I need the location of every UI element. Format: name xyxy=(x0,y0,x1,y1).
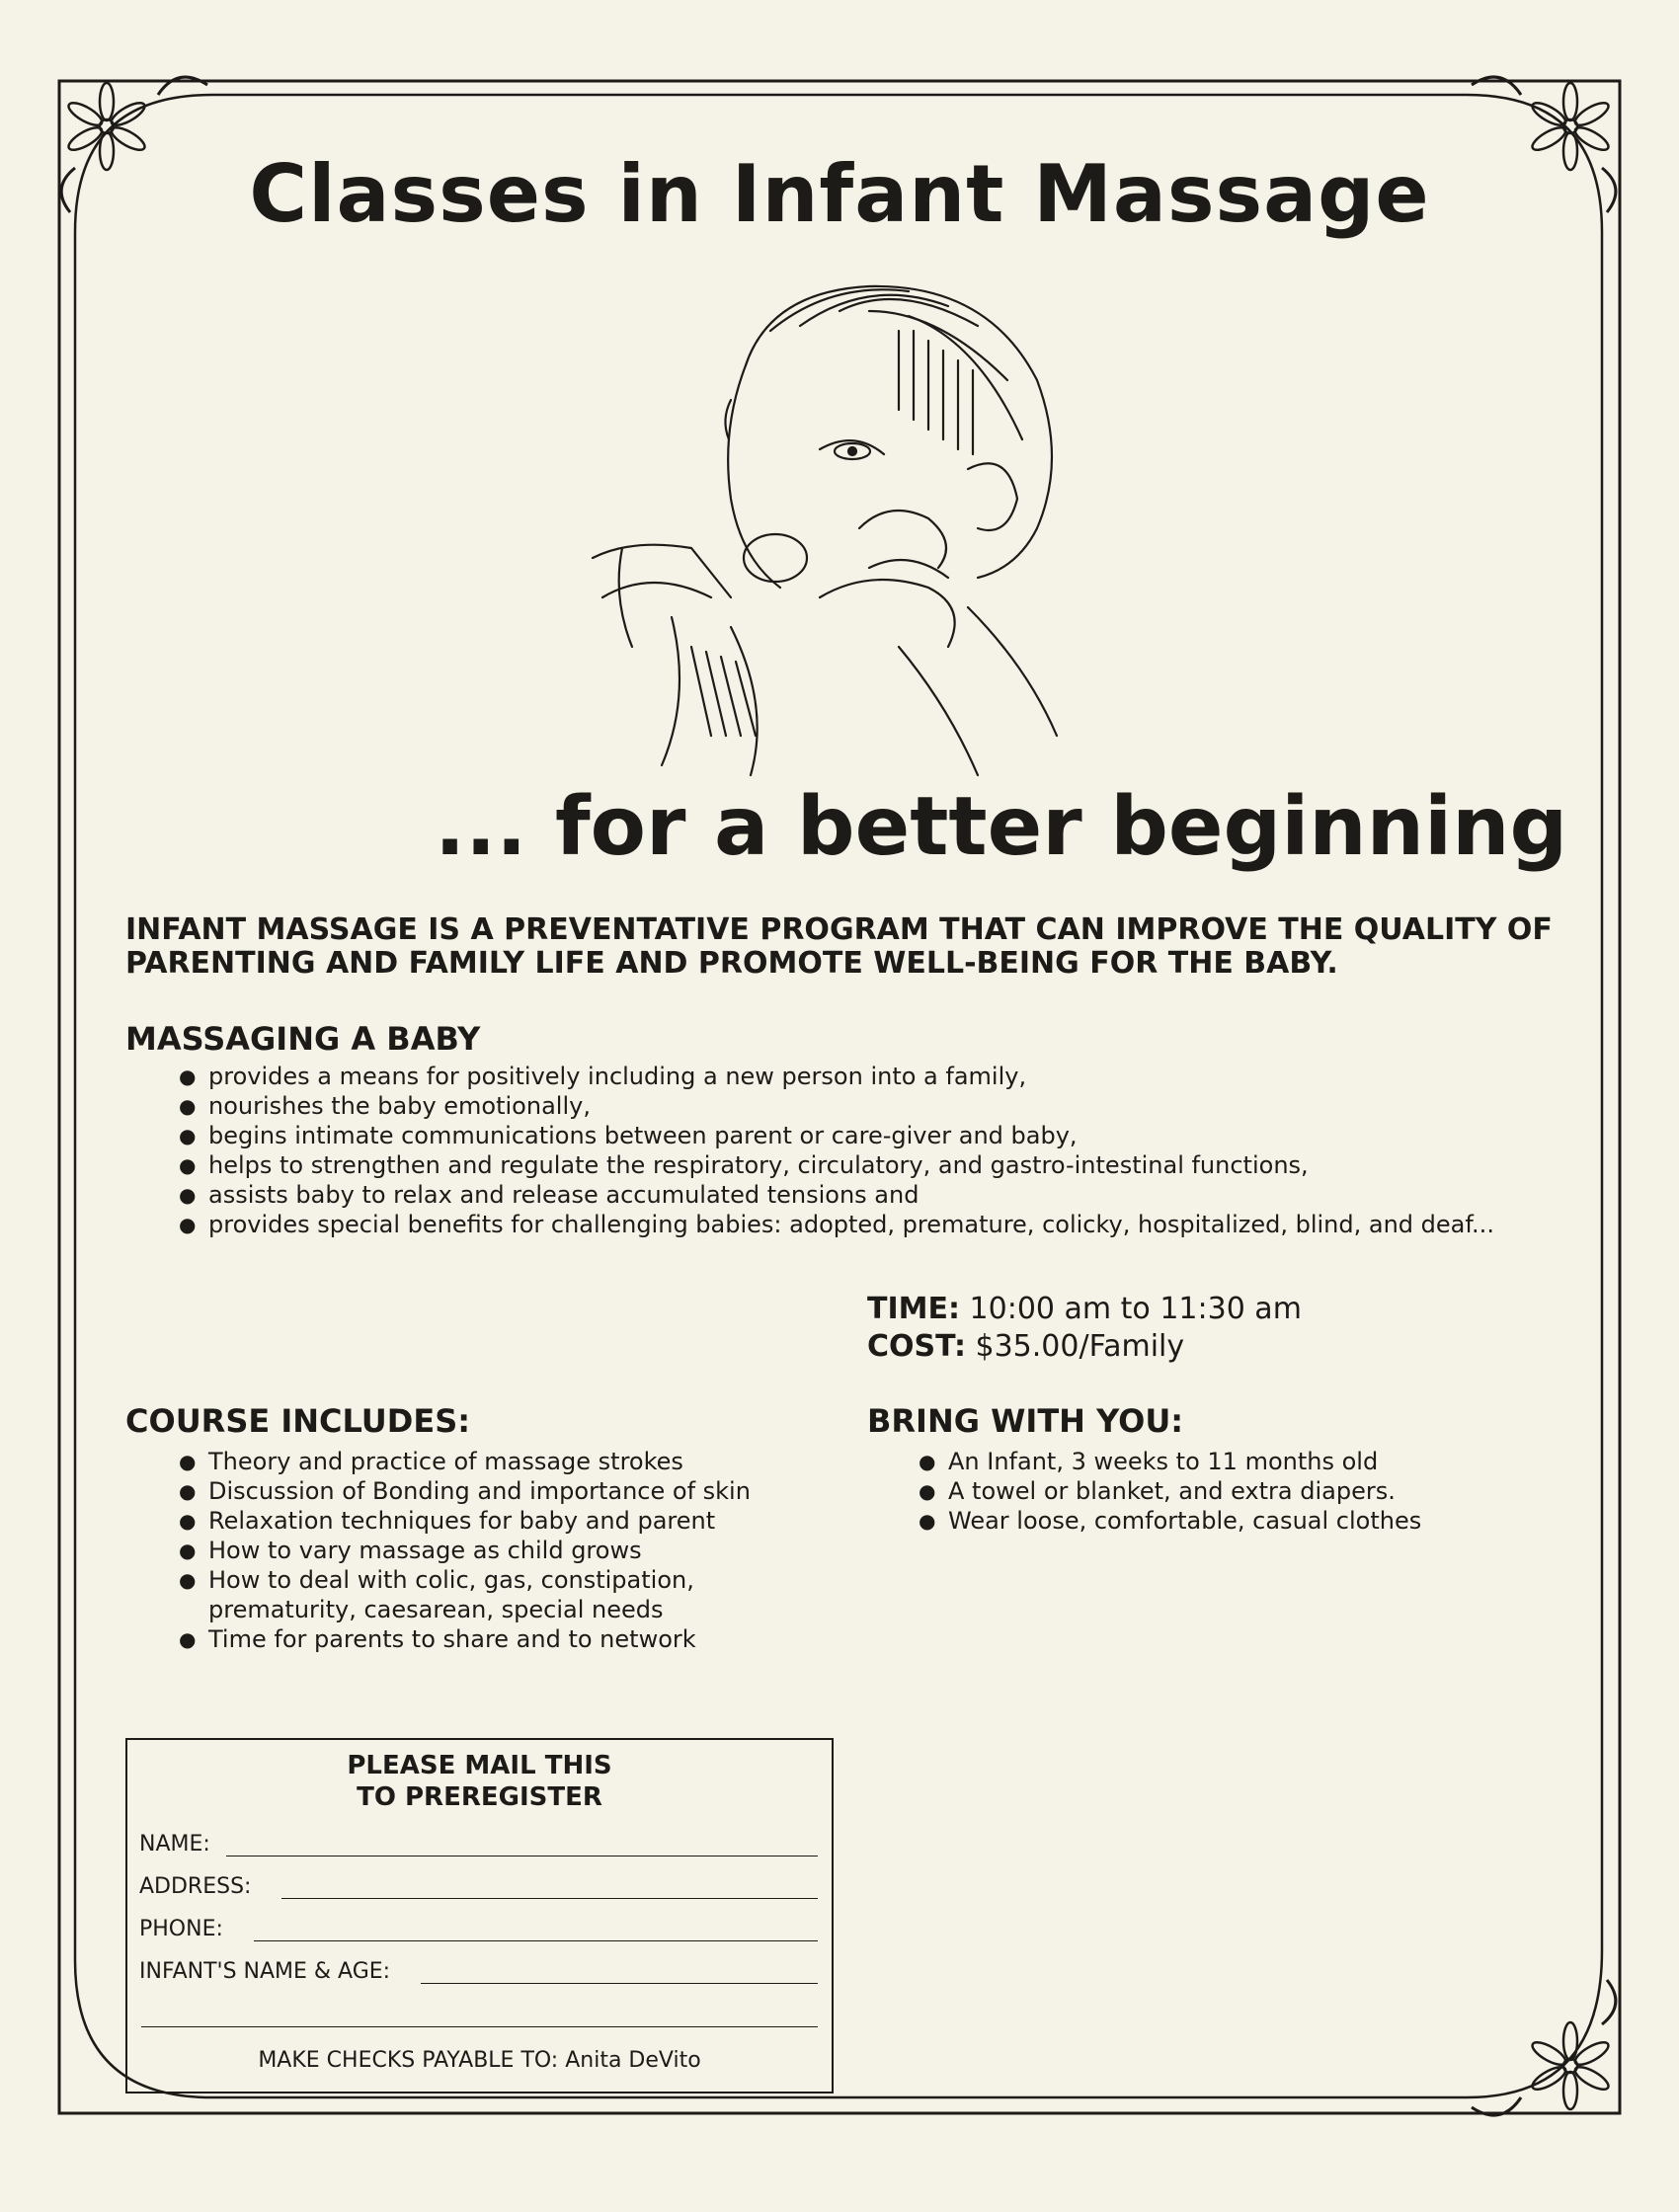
baby-massage-illustration xyxy=(573,272,1126,785)
tagline: ... for a better beginning xyxy=(435,780,1568,874)
list-item: ● provides special benefits for challenging babies: adopted, premature, colicky, hospitalized, blind, and deaf... xyxy=(175,1210,1518,1239)
list-item: ● assists baby to relax and release accumulated tensions and xyxy=(175,1180,1518,1210)
list-item: ● A towel or blanket, and extra diapers. xyxy=(915,1476,1507,1506)
time-value: 10:00 am to 11:30 am xyxy=(969,1292,1302,1326)
list-item: ● An Infant, 3 weeks to 11 months old xyxy=(915,1447,1507,1476)
form-title-line2: TO PREREGISTER xyxy=(357,1782,602,1812)
phone-field[interactable] xyxy=(254,1940,818,1941)
list-item: ● begins intimate communications between parent or care-giver and baby, xyxy=(175,1121,1518,1150)
cost-value: $35.00/Family xyxy=(975,1329,1185,1364)
form-title xyxy=(127,1750,832,1813)
list-item: ● nourishes the baby emotionally, xyxy=(175,1091,1518,1121)
list-item: ● Time for parents to share and to network xyxy=(175,1624,807,1654)
cost-row xyxy=(867,1328,1302,1366)
intro-statement: INFANT MASSAGE IS A PREVENTATIVE PROGRAM THAT CAN IMPROVE THE QUALITY OF PARENTING AND FAMILY LIFE AND PROMOTE WELL-BEING FOR THE BABY. xyxy=(125,912,1553,981)
time-cost-block xyxy=(867,1291,1302,1366)
address-field[interactable] xyxy=(281,1898,818,1899)
extra-line-field[interactable] xyxy=(141,2026,818,2027)
list-item: ● provides a means for positively including a new person into a family, xyxy=(175,1062,1518,1091)
bring-heading: BRING WITH YOU: xyxy=(867,1402,1184,1440)
page-title: Classes in Infant Massage xyxy=(249,148,1430,240)
list-item: ● Relaxation techniques for baby and parent xyxy=(175,1506,807,1536)
list-item: ● helps to strengthen and regulate the respiratory, circulatory, and gastro-intestinal functions, xyxy=(175,1150,1518,1180)
time-label: TIME: xyxy=(867,1292,960,1326)
list-item: ● Wear loose, comfortable, casual clothes xyxy=(915,1506,1507,1536)
time-row xyxy=(867,1291,1302,1328)
name-label: NAME: xyxy=(139,1832,210,1856)
list-item: ● Theory and practice of massage strokes xyxy=(175,1447,807,1476)
flower-icon-bottom-right xyxy=(1529,2022,1611,2109)
cost-label: COST: xyxy=(867,1329,966,1364)
phone-label: PHONE: xyxy=(139,1917,223,1941)
list-item: ● How to vary massage as child grows xyxy=(175,1536,807,1565)
bring-with-you-list xyxy=(915,1447,1507,1536)
infant-name-age-field[interactable] xyxy=(421,1983,818,1984)
form-title-line1: PLEASE MAIL THIS xyxy=(347,1751,612,1780)
address-label: ADDRESS: xyxy=(139,1874,252,1899)
infant-name-age-label: INFANT'S NAME & AGE: xyxy=(139,1959,391,1984)
preregister-form xyxy=(125,1738,834,2094)
massaging-heading: MASSAGING A BABY xyxy=(125,1020,481,1058)
list-item: ● How to deal with colic, gas, constipation, prematurity, caesarean, special needs xyxy=(175,1565,807,1624)
checks-payable-note: MAKE CHECKS PAYABLE TO: Anita DeVito xyxy=(258,2048,701,2073)
list-item: ● Discussion of Bonding and importance of skin xyxy=(175,1476,807,1506)
massaging-benefits-list xyxy=(175,1062,1518,1239)
course-heading: COURSE INCLUDES: xyxy=(125,1402,471,1440)
course-includes-list xyxy=(175,1447,807,1654)
